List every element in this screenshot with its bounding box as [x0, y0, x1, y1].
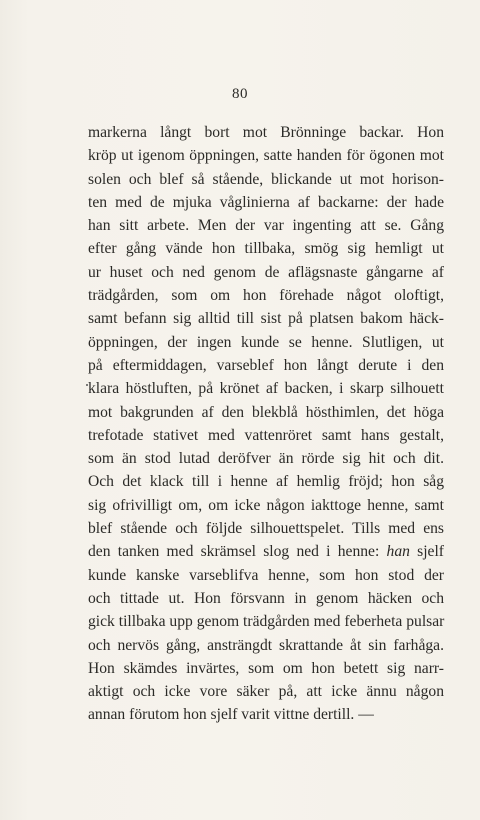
text-line: på eftermiddagen, varseblef hon långt derute i den: [88, 356, 444, 374]
text-line: han sitt arbete. Men der var ingenting att se. Gång: [88, 217, 444, 235]
text-line: och tittade ut. Hon försvann in genom häcken och: [88, 589, 444, 607]
emphasized-word: han: [386, 543, 410, 561]
text-line: Hon skämdes invärtes, som om hon betett sig narr-: [88, 659, 444, 677]
text-line: klara höstluften, på krönet af backen, i skarp silhouett: [88, 380, 444, 398]
text-line-end: sjelf: [417, 543, 444, 561]
text-line-with-emphasis: [88, 540, 444, 563]
text-line: sig ofrivilligt om, om icke någon iakttoge henne, samt: [88, 496, 444, 514]
text-line: gick tillbaka upp genom trädgården med feberheta pulsar: [88, 613, 445, 631]
text-line: ur huset och ned genom de aflägsnaste gångarne af: [88, 263, 444, 281]
text-line: markerna långt bort mot Brönninge backar. Hon: [88, 124, 444, 141]
text-line-start: den tanken med skrämsel slog ned i henne:: [88, 543, 380, 561]
text-line: trefotade stativet med vattenröret samt hans gestalt,: [88, 426, 444, 444]
text-line: blef stående och följde silhouettspelet. Tills med ens: [88, 520, 444, 538]
text-line: öppningen, der ingen kunde se henne. Slutligen, ut: [88, 333, 444, 351]
text-line: kunde kanske varseblifva henne, som hon stod der: [88, 566, 444, 584]
text-line: mot bakgrunden af den blekblå hösthimlen, det höga: [88, 403, 444, 421]
text-line: Och det klack till i henne af hemlig fröjd; hon såg: [88, 473, 444, 491]
text-line: efter gång vände hon tillbaka, smög sig hemligt ut: [88, 240, 444, 258]
page-number: 80: [232, 86, 248, 102]
body-text: [88, 121, 444, 727]
text-line: solen och blef så stående, blickande ut mot horison-: [88, 170, 444, 188]
text-line: ten med de mjuka våglinierna af backarne: der hade: [88, 193, 444, 211]
text-line: samt befann sig alltid till sist på platsen bakom häck-: [88, 310, 444, 328]
text-line: och nervös gång, ansträngdt skrattande åt sin farhåga.: [88, 636, 444, 654]
text-line: trädgården, som om hon förehade något oloftigt,: [88, 287, 444, 305]
text-line: kröp ut igenom öppningen, satte handen för ögonen mot: [88, 147, 444, 165]
text-line: aktigt och icke vore säker på, att icke ännu någon: [88, 683, 444, 701]
text-line-last: annan förutom hon sjelf varit vittne dertill. —: [88, 706, 374, 724]
text-line: som än stod lutad deröfver än rörde sig hit och dit.: [88, 450, 444, 468]
